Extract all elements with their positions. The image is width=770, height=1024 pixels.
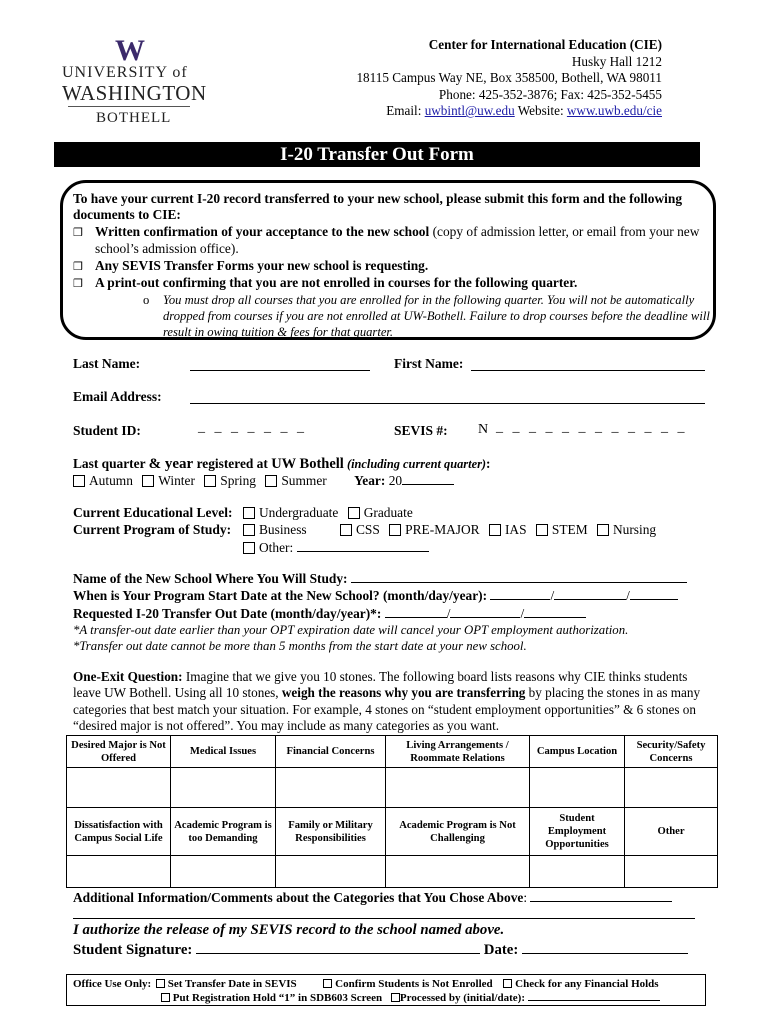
checkbox[interactable] [503, 979, 512, 988]
sevis-label: SEVIS #: [394, 423, 448, 438]
logo-line1: UNIVERSITY of [62, 64, 188, 81]
grid-entry-cell[interactable] [530, 856, 625, 888]
additional-info-label: Additional Information/Comments about the Categories that You Chose Above [73, 890, 524, 905]
checkbox[interactable] [489, 524, 501, 536]
last-name-label: Last Name: [73, 356, 141, 371]
grid-entry-row-1 [67, 768, 718, 808]
instruction-item-2 [73, 258, 713, 275]
item2-text: Any SEVIS Transfer Forms your new school is requesting. [95, 257, 429, 273]
logo-university [62, 64, 188, 82]
program-ias[interactable]: IAS [489, 522, 527, 537]
signature-field[interactable] [196, 940, 480, 954]
logo-bothell: BOTHELL [96, 110, 172, 126]
grid-entry-row-2 [67, 856, 718, 888]
program-options [243, 522, 656, 538]
grid-entry-cell[interactable] [67, 856, 171, 888]
program-label: Current Program of Study: [73, 522, 232, 537]
transfer-date-row: Requested I-20 Transfer Out Date (month/day/year)*: / / [73, 605, 713, 622]
start-day-field[interactable] [554, 587, 626, 600]
educational-level-options [243, 505, 413, 521]
grid-label-cell: Dissatisfaction with Campus Social Life [67, 808, 171, 856]
transfer-limit-note: *Transfer out date cannot be more than 5 months from the start date at your new school. [73, 639, 527, 654]
processed-by-field[interactable] [528, 991, 660, 1001]
student-id-label: Student ID: [73, 423, 141, 438]
checkbox[interactable] [348, 507, 360, 519]
opt-note: *A transfer-out date earlier than your OPT expiration date will cancel your OPT employment authorization. [73, 622, 629, 637]
grid-entry-cell[interactable] [386, 856, 530, 888]
subnote-text: You must drop all courses that you are enrolled for in the following quarter. You will not be automatically dropped from courses if you are not enrolled at UW-Bothell. Failure to drop courses before the deadline will result in owing tuition & fees for that quarter. [163, 293, 710, 340]
office-use-label: Office Use Only: [73, 978, 152, 990]
checkbox[interactable] [142, 475, 154, 487]
grid-entry-cell[interactable] [625, 768, 718, 808]
email-link[interactable]: uwbintl@uw.edu [424, 103, 515, 119]
org-phone-fax: Phone: 425-352-3876; Fax: 425-352-5455 [438, 86, 662, 102]
program-nursing[interactable]: Nursing [597, 522, 656, 537]
signature-row [73, 940, 688, 959]
new-school-name-row: Name of the New School Where You Will Study: [73, 570, 713, 587]
grid-entry-cell[interactable] [171, 768, 276, 808]
grid-entry-cell[interactable] [625, 856, 718, 888]
start-date-row: When is Your Program Start Date at the New School? (month/day/year): / / [73, 587, 713, 604]
grid-entry-cell[interactable] [530, 768, 625, 808]
office-row-1: Office Use Only: Set Transfer Date in SEVIS Confirm Students is Not Enrolled Check for any Financial Holds [73, 978, 659, 990]
email-address-field[interactable] [190, 403, 705, 404]
grid-label-cell: Desired Major is Not Offered [67, 736, 171, 768]
instruction-item-1 [73, 224, 713, 258]
checkbox-bullet-icon: ❒ [73, 226, 83, 239]
form-title: I-20 Transfer Out Form [54, 142, 700, 167]
checkbox[interactable] [597, 524, 609, 536]
grid-label-cell: Academic Program is too Demanding [171, 808, 276, 856]
subnote-bullet-icon: o [143, 293, 150, 308]
checkbox[interactable] [536, 524, 548, 536]
additional-info-row: Additional Information/Comments about the Categories that You Chose Above: [73, 889, 672, 906]
instructions-intro: To have your current I-20 record transferred to your new school, please submit this form and the following documents to CIE: [73, 191, 683, 223]
grid-label-cell: Campus Location [530, 736, 625, 768]
grid-header-row-1 [67, 736, 718, 768]
transfer-month-field[interactable] [385, 605, 447, 618]
level-graduate[interactable]: Graduate [348, 505, 413, 520]
quarter-autumn[interactable]: Autumn [73, 473, 133, 488]
checkbox[interactable] [389, 524, 401, 536]
level-undergraduate[interactable]: Undergraduate [243, 505, 338, 520]
program-other-field[interactable] [297, 539, 429, 552]
uw-logo-mark: W [115, 34, 145, 67]
grid-entry-cell[interactable] [276, 768, 386, 808]
new-school-name-field[interactable] [351, 570, 687, 583]
first-name-label: First Name: [394, 356, 464, 371]
grid-header-row-2 [67, 808, 718, 856]
grid-label-cell: Other [625, 808, 718, 856]
checkbox[interactable] [156, 979, 165, 988]
stones-grid [66, 735, 718, 888]
checkbox[interactable] [243, 524, 255, 536]
grid-label-cell: Medical Issues [171, 736, 276, 768]
grid-label-cell: Living Arrangements / Roommate Relations [386, 736, 530, 768]
org-address: 18115 Campus Way NE, Box 358500, Bothell, WA 98011 [356, 70, 662, 86]
authorization-statement: I authorize the release of my SEVIS record to the school named above. [73, 922, 505, 938]
item3-text: A print-out confirming that you are not enrolled in courses for the following quarter. [95, 275, 578, 291]
instruction-subnote [73, 292, 713, 340]
grid-entry-cell[interactable] [276, 856, 386, 888]
program-css[interactable]: CSS [340, 522, 380, 537]
last-quarter-label: Last quarter & year registered at UW Bothell (including current quarter): [73, 456, 491, 472]
grid-label-cell: Academic Program is Not Challenging [386, 808, 530, 856]
student-id-field[interactable]: _ _ _ _ _ _ _ [198, 420, 307, 435]
checkbox[interactable] [391, 993, 400, 1002]
website-label: Website: [514, 103, 567, 119]
quarter-winter[interactable]: Winter [142, 473, 195, 488]
org-header [356, 37, 662, 120]
instruction-item-3 [73, 275, 713, 292]
grid-label-cell: Family or Military Responsibilities [276, 808, 386, 856]
transfer-year-field[interactable] [524, 605, 586, 618]
new-school-section [73, 570, 713, 654]
sevis-field[interactable]: _ _ _ _ _ _ _ _ _ _ _ _ [496, 420, 688, 435]
year-label: Year: [354, 473, 386, 488]
checkbox[interactable] [73, 475, 85, 487]
grid-entry-cell[interactable] [67, 768, 171, 808]
office-use-box [66, 974, 706, 1006]
grid-entry-cell[interactable] [171, 856, 276, 888]
quarter-summer[interactable]: Summer [265, 473, 326, 488]
year-field[interactable] [402, 472, 454, 485]
grid-label-cell: Student Employment Opportunities [530, 808, 625, 856]
item1-rest: (copy of admission letter, or email from your new school’s admission office). [95, 223, 700, 257]
one-exit-question: One-Exit Question: Imagine that we give you 10 stones. The following board lists reasons why CIE thinks students leave UW Bothell. Using all 10 stones, weigh the reasons why you are transferring by placing the stones in as many categories that best match your situation. For example, 4 stones on “student employment opportunities” & 6 stones on “desired major is not offered”. You may include as many categories as you want. [73, 669, 701, 734]
item1-bold: Written confirmation of your acceptance to the new school [95, 223, 430, 239]
additional-info-field[interactable] [530, 889, 672, 902]
quarter-options [73, 472, 454, 489]
checkbox[interactable] [340, 524, 352, 536]
checkbox[interactable] [323, 979, 332, 988]
org-name: Center for International Education (CIE) [428, 37, 662, 52]
checkbox[interactable] [161, 993, 170, 1002]
program-stem[interactable]: STEM [536, 522, 588, 537]
start-year-field[interactable] [630, 587, 678, 600]
grid-entry-cell[interactable] [386, 768, 530, 808]
checkbox[interactable] [204, 475, 216, 487]
date-label: Date: [483, 942, 519, 958]
additional-info-line-2[interactable] [73, 918, 695, 919]
checkbox[interactable] [243, 542, 255, 554]
year-prefix: 20 [388, 473, 403, 488]
email-address-label: Email Address: [73, 389, 162, 404]
checkbox[interactable] [243, 507, 255, 519]
grid-label-cell: Financial Concerns [276, 736, 386, 768]
org-building: Husky Hall 1212 [571, 53, 662, 69]
org-contact [356, 103, 662, 120]
logo-divider [68, 106, 190, 107]
transfer-day-field[interactable] [450, 605, 520, 618]
first-name-field[interactable] [471, 370, 705, 371]
signature-label: Student Signature: [73, 942, 193, 958]
program-business[interactable]: Business [243, 522, 307, 537]
website-link[interactable]: www.uwb.edu/cie [566, 103, 662, 119]
program-pre-major[interactable]: PRE-MAJOR [389, 522, 479, 537]
instructions-content [73, 191, 713, 340]
logo-washington: WASHINGTON [62, 81, 207, 105]
sevis-prefix: N [478, 422, 489, 437]
start-month-field[interactable] [490, 587, 550, 600]
checkbox-bullet-icon: ❒ [73, 260, 83, 273]
last-name-field[interactable] [190, 370, 370, 371]
checkbox-bullet-icon: ❒ [73, 278, 83, 291]
date-field[interactable] [522, 940, 688, 954]
educational-level-label: Current Educational Level: [73, 505, 233, 520]
office-row-2: Put Registration Hold “1” in SDB603 Screen Processed by (initial/date): [73, 991, 699, 1005]
email-label: Email: [386, 103, 425, 119]
checkbox[interactable] [265, 475, 277, 487]
program-other[interactable]: Other: [243, 539, 429, 556]
quarter-spring[interactable]: Spring [204, 473, 256, 488]
grid-label-cell: Security/Safety Concerns [625, 736, 718, 768]
